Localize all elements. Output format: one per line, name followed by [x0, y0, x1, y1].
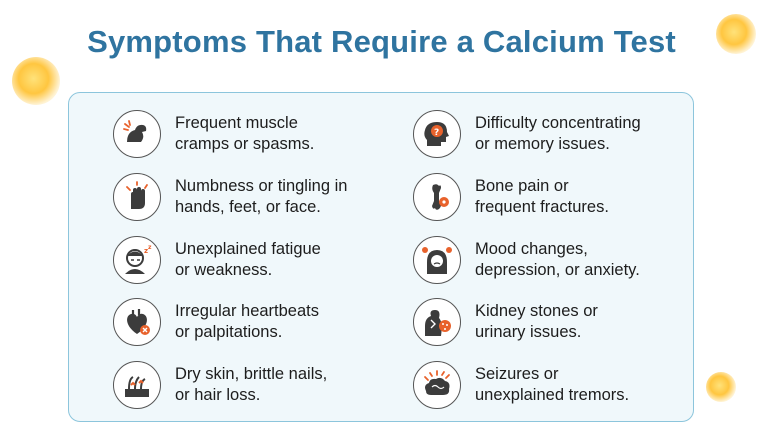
kidney-icon [413, 298, 461, 346]
seizure-brain-icon [413, 361, 461, 409]
symptoms-panel [68, 92, 694, 422]
symptom-label: Irregular heartbeats or palpitations. [175, 302, 319, 341]
symptom-label: Difficulty concentrating or memory issues. [475, 114, 641, 153]
symptom-label: Frequent muscle cramps or spasms. [175, 114, 315, 153]
fatigue-icon [113, 236, 161, 284]
brain-question-icon [413, 110, 461, 158]
symptom-label: Dry skin, brittle nails, or hair loss. [175, 365, 328, 404]
symptom-item [413, 107, 713, 163]
heart-icon [113, 298, 161, 346]
svg-text:z: z [148, 244, 152, 251]
mood-icon [413, 236, 461, 284]
svg-text:z: z [144, 247, 149, 255]
symptom-item [113, 233, 413, 289]
symptom-item [113, 295, 413, 351]
symptom-item [413, 295, 713, 351]
page-title: Symptoms That Require a Calcium Test [87, 24, 676, 59]
symptom-item [113, 107, 413, 163]
symptom-label: Mood changes, depression, or anxiety. [475, 240, 640, 279]
symptom-item [413, 233, 713, 289]
decorative-glow [12, 57, 60, 105]
symptom-label: Numbness or tingling in hands, feet, or face. [175, 177, 348, 216]
symptom-label: Kidney stones or urinary issues. [475, 302, 598, 341]
symptom-item [113, 170, 413, 226]
svg-text:?: ? [434, 128, 440, 138]
symptom-label: Unexplained fatigue or weakness. [175, 240, 321, 279]
bone-icon [413, 173, 461, 221]
symptom-label: Bone pain or frequent fractures. [475, 177, 609, 216]
dry-skin-icon [113, 361, 161, 409]
muscle-cramp-icon [113, 110, 161, 158]
symptom-item [413, 358, 713, 414]
tingling-hand-icon [113, 173, 161, 221]
symptom-item [113, 358, 413, 414]
symptom-item [413, 170, 713, 226]
symptom-label: Seizures or unexplained tremors. [475, 365, 630, 404]
